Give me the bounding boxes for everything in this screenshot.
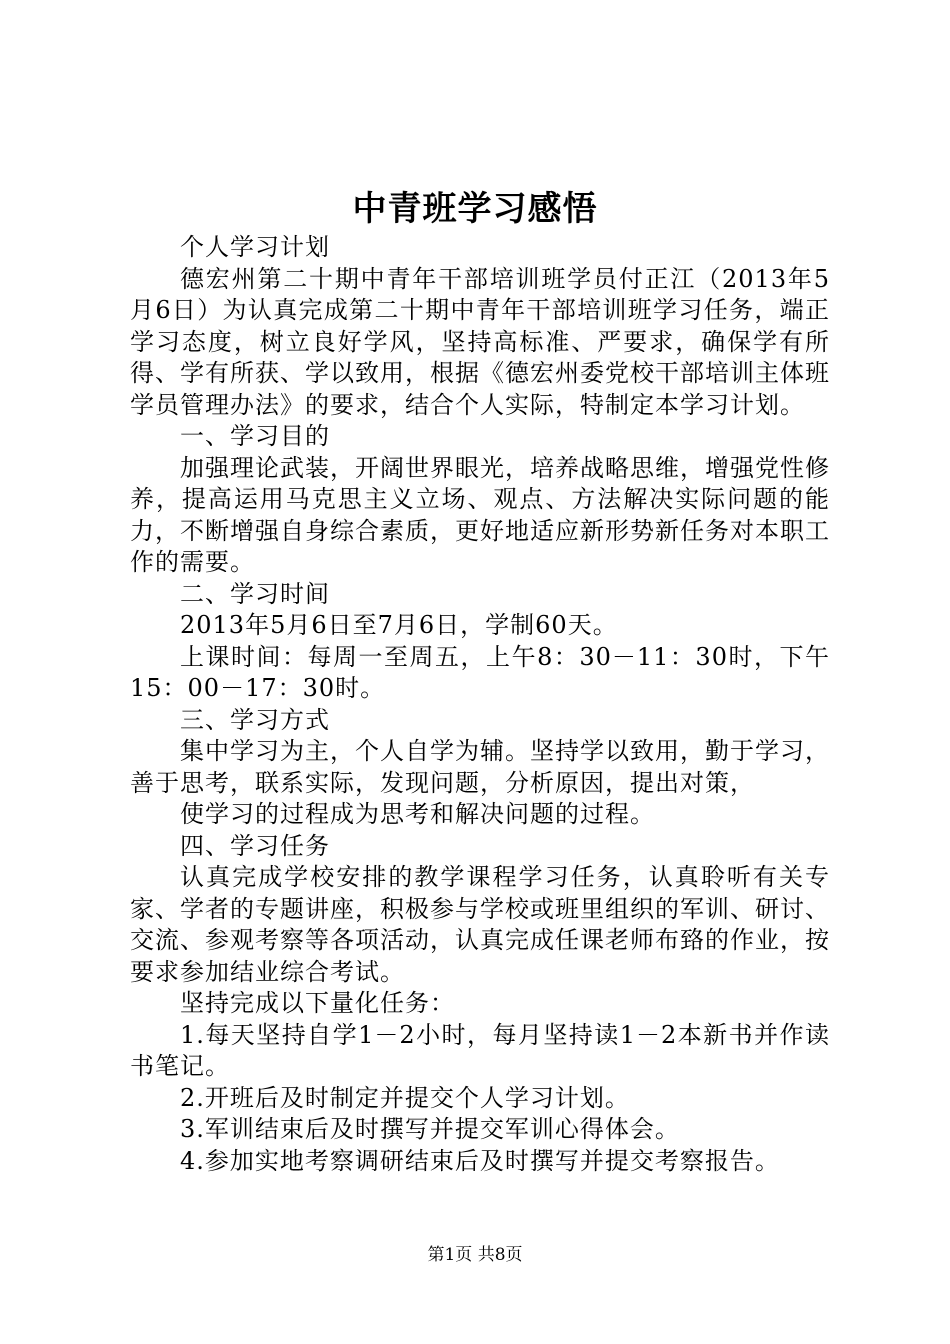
paragraph-purpose: 加强理论武装，开阔世界眼光，培养战略思维，增强党性修养，提高运用马克思主义立场、观点、方法解决实际问题的能力，不断增强自身综合素质，更好地适应新形势新任务对本职工作的需要。 <box>130 453 830 576</box>
paragraph-duration: 2013年5月6日至7月6日，学制60天。 <box>180 611 618 639</box>
page-number: 第1页 共8页 <box>427 1245 523 1265</box>
paragraph-class-hours: 上课时间：每周一至周五，上午8：30－11：30时，下午15：00－17：30时。 <box>130 642 830 702</box>
paragraph-method-cont: 使学习的过程成为思考和解决问题的过程。 <box>180 800 655 828</box>
paragraph-tasks: 认真完成学校安排的教学课程学习任务，认真聆听有关专家、学者的专题讲座，积极参与学校或班里组织的军训、研讨、交流、参观考察等各项活动，认真完成任课老师布臵的作业，按要求参加结业综合考试。 <box>130 863 830 986</box>
list-item-task-4: 4.参加实地考察调研结束后及时撰写并提交考察报告。 <box>180 1146 780 1175</box>
list-item-task-2: 2.开班后及时制定并提交个人学习计划。 <box>180 1083 630 1112</box>
section-heading-time: 二、学习时间 <box>180 579 330 608</box>
list-item-task-1: 1.每天坚持自学1－2小时，每月坚持读1－2本新书并作读书笔记。 <box>130 1020 830 1080</box>
section-heading-tasks: 四、学习任务 <box>180 831 330 860</box>
paragraph-quant-tasks: 坚持完成以下量化任务： <box>180 989 455 1017</box>
document-title: 中青班学习感悟 <box>352 189 598 229</box>
section-heading-purpose: 一、学习目的 <box>180 422 330 450</box>
document-body <box>130 232 830 1177</box>
paragraph-intro: 德宏州第二十期中青年干部培训班学员付正江（2013年5月6日）为认真完成第二十期中青年干部培训班学习任务，端正学习态度，树立良好学风，坚持高标准、严要求，确保学有所得、学有所获、学以致用，根据《德宏州委党校干部培训主体班学员管理办法》的要求，结合个人实际，特制定本学习计划。 <box>130 264 830 419</box>
section-heading-method: 三、学习方式 <box>180 705 330 734</box>
paragraph-plan-heading: 个人学习计划 <box>180 233 330 261</box>
list-item-task-3: 3.军训结束后及时撰写并提交军训心得体会。 <box>180 1115 680 1143</box>
paragraph-method: 集中学习为主，个人自学为辅。坚持学以致用，勤于学习，善于思考，联系实际，发现问题，分析原因，提出对策， <box>130 737 830 797</box>
